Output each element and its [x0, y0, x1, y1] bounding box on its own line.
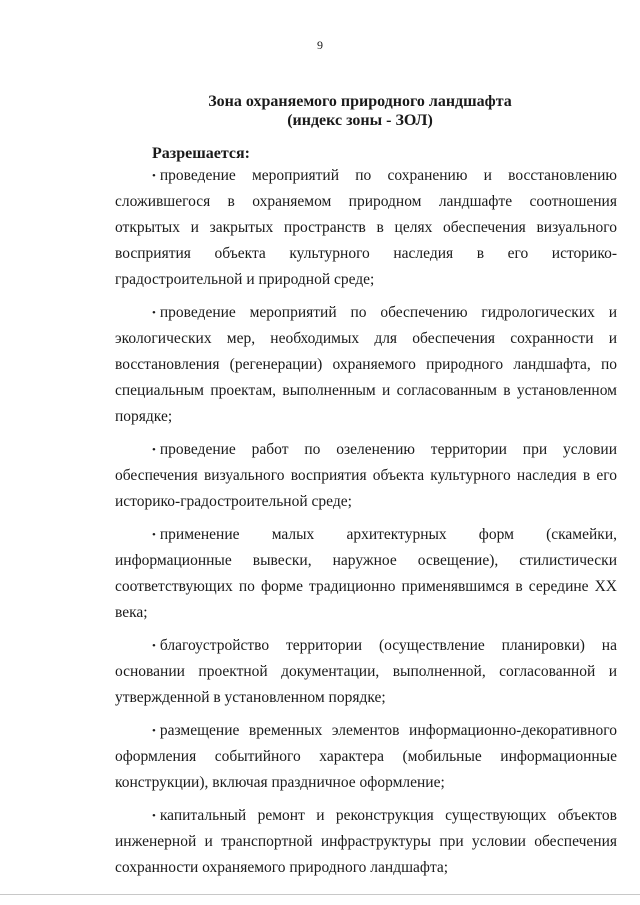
- zone-title: Зона охраняемого природного ландшафта: [208, 93, 512, 110]
- list-item: [115, 803, 617, 881]
- page-bottom-edge: [0, 894, 640, 895]
- list-item: [115, 163, 617, 293]
- list-item-text: применение малых архитектурных форм (скамейки, информационные вывески, наружное освещение), стилистически соответствующих по форме традиционно применявшимся в середине XX века;: [115, 526, 617, 621]
- list-item: [115, 437, 617, 515]
- list-item-text: благоустройство территории (осуществление планировки) на основании проектной документации, выполненной, согласованной и утвержденной в установленном порядке;: [115, 637, 617, 706]
- list-item: [115, 522, 617, 626]
- zone-index: (индекс зоны - ЗОЛ): [287, 112, 433, 129]
- zone-heading: [100, 92, 620, 130]
- list-item-text: проведение работ по озеленению территории при условии обеспечения визуального восприятия объекта культурного наследия в его историко-градостроительной среде;: [115, 441, 617, 510]
- list-item: [115, 718, 617, 796]
- list-item-text: капитальный ремонт и реконструкция существующих объектов инженерной и транспортной инфраструктуры при условии обеспечения сохранности охраняемого природного ландшафта;: [115, 807, 617, 876]
- list-item: [115, 300, 617, 430]
- bullet-icon: •: [152, 444, 156, 456]
- bullet-icon: •: [152, 810, 156, 822]
- list-item-text: проведение мероприятий по обеспечению гидрологических и экологических мер, необходимых для обеспечения сохранности и восстановления (регенерации) охраняемого природного ландшафта, по специальным проектам, выполненным и согласованным в установленном порядке;: [115, 304, 617, 425]
- bullet-icon: •: [152, 170, 156, 182]
- page-number: 9: [317, 38, 323, 52]
- bullet-icon: •: [152, 725, 156, 737]
- list-item: [115, 633, 617, 711]
- permitted-section-label: Разрешается:: [152, 145, 250, 162]
- list-item-text: размещение временных элементов информационно-декоративного оформления событийного характера (мобильные информационные конструкции), включая праздничное оформление;: [115, 722, 617, 791]
- bullet-icon: •: [152, 529, 156, 541]
- list-item-text: проведение мероприятий по сохранению и восстановлению сложившегося в охраняемом природном ландшафте соотношения открытых и закрытых пространств в целях обеспечения визуального восприятия объекта культурного наследия в его историко-градостроительной и природной среде;: [115, 167, 617, 288]
- permitted-activities-list: [115, 163, 617, 888]
- bullet-icon: •: [152, 640, 156, 652]
- bullet-icon: •: [152, 307, 156, 319]
